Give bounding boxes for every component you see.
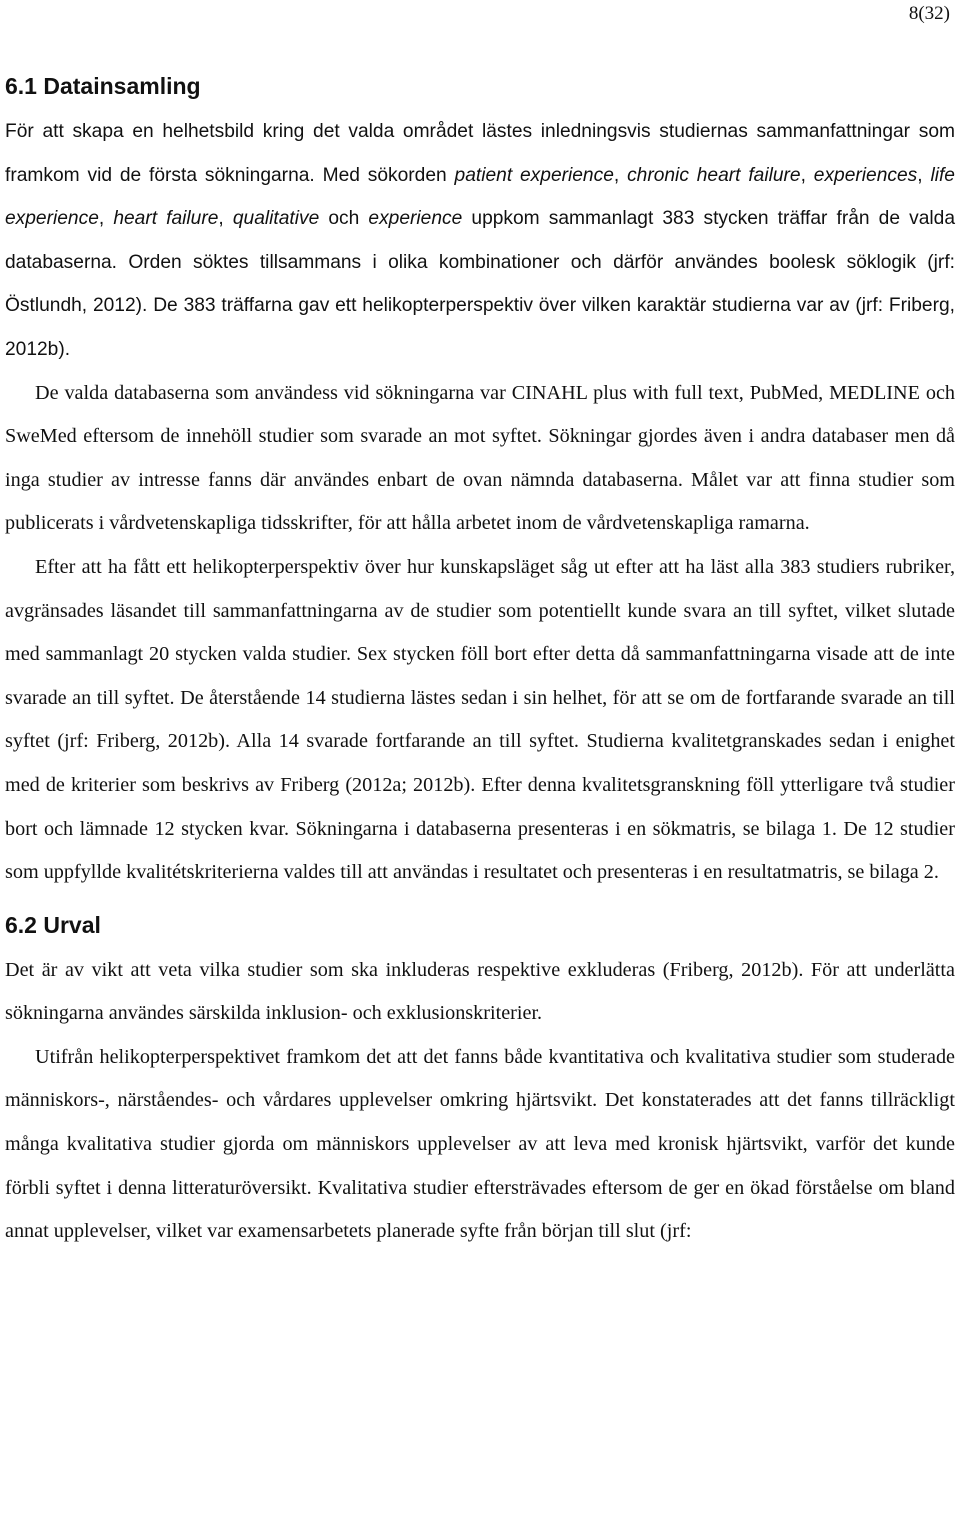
- paragraph-text: uppkom sammanlagt 383 stycken träffar från de valda databaserna. Orden söktes tillsammans i olika kombinationer och därför användes boolesk söklogik (jrf: Östlundh, 2012). De 383 träffarna gav ett helikopterperspektiv över vilken karaktär studierna var av (jrf: Friberg, 2012b).: [5, 208, 955, 360]
- page-number: 8(32): [908, 3, 950, 24]
- search-term: qualitative: [232, 208, 320, 230]
- paragraph-datainsamling-1: För att skapa en helhetsbild kring det valda området lästes inledningsvis studiernas sammanfattningar som framkom vid de första sökningarna. Med sökorden patient experience, chronic heart failure, experiences, life experience, heart failure, qualitative och experience uppkom sammanlagt 383 stycken träffar från de valda databaserna. Orden söktes tillsammans i olika kombinationer och därför användes boolesk söklogik (jrf: Östlundh, 2012). De 383 träffarna gav ett helikopterperspektiv över vilken karaktär studierna var av (jrf: Friberg, 2012b).: [5, 121, 955, 360]
- section-heading-datainsamling: 6.1 Datainsamling: [5, 73, 201, 99]
- paragraph-datainsamling-3: Efter att ha fått ett helikopterperspektiv över hur kunskapsläget såg ut efter att ha läst alla 383 studiers rubriker, avgränsades läsandet till sammanfattningarna av de studier som potentiellt kunde svara an till syftet, vilket slutade med sammanlagt 20 stycken valda studier. Sex stycken föll bort efter detta då sammanfattningarna visade att de inte svarade an till syftet. De återstående 14 studierna lästes sedan i sin helhet, för att se om de fortfarande svarade an till syftet (jrf: Friberg, 2012b). Alla 14 svarade fortfarande an till syftet. Studierna kvalitetgranskades sedan i enighet med de kriterier som beskrivs av Friberg (2012a; 2012b). Efter denna kvalitetsgranskning föll ytterligare två studier bort och lämnade 12 stycken kvar. Sökningarna i databaserna presenteras i en sökmatris, se bilaga 1. De 12 studier som uppfyllde kvalitétskriterierna valdes till att användas i resultatet och presenteras i en resultatmatris, se bilaga 2.: [5, 555, 955, 884]
- document-body: [5, 62, 955, 1254]
- paragraph-text: För att skapa en helhetsbild kring det valda området lästes inledningsvis studiernas sammanfattningar som framkom vid de första sökningarna. Med sökorden: [5, 121, 955, 186]
- search-term: chronic heart failure: [627, 164, 801, 186]
- search-term: experiences: [813, 164, 918, 186]
- section-heading-urval: 6.2 Urval: [5, 911, 101, 938]
- search-term: patient experience: [454, 164, 614, 186]
- search-term: life experience: [5, 164, 955, 230]
- paragraph-datainsamling-2: De valda databaserna som användess vid sökningarna var CINAHL plus with full text, PubMed, MEDLINE och SweMed eftersom de innehöll studier som svarade an mot syftet. Sökningar gjordes även i andra databaser men då inga studier av intresse fanns där användes enbart de ovan nämnda databaserna. Målet var att finna studier som publicerats i vårdvetenskapliga tidsskrifter, för att hålla arbetet inom de vårdvetenskapliga ramarna.: [5, 381, 955, 535]
- paragraph-urval-2: Utifrån helikopterperspektivet framkom det att det fanns både kvantitativa och kvalitativa studier som studerade människors-, närståendes- och vårdares upplevelser omkring hjärtsvikt. Det konstaterades att det fanns tillräckligt många kvalitativa studier gjorda om människors upplevelser av att leva med kronisk hjärtsvikt, varför det kunde förbli syftet i denna litteraturöversikt. Kvalitativa studier eftersträvades eftersom de ger en ökad förståelse om bland annat upplevelser, vilket var examensarbetets planerade syfte från början till slut (jrf:: [5, 1045, 955, 1243]
- search-term: experience: [368, 208, 463, 230]
- search-term: heart failure: [113, 208, 219, 230]
- paragraph-urval-1: Det är av vikt att veta vilka studier som ska inkluderas respektive exkluderas (Friberg, 2012b). För att underlätta sökningarna användes särskilda inklusion- och exklusionskriterier.: [5, 958, 955, 1025]
